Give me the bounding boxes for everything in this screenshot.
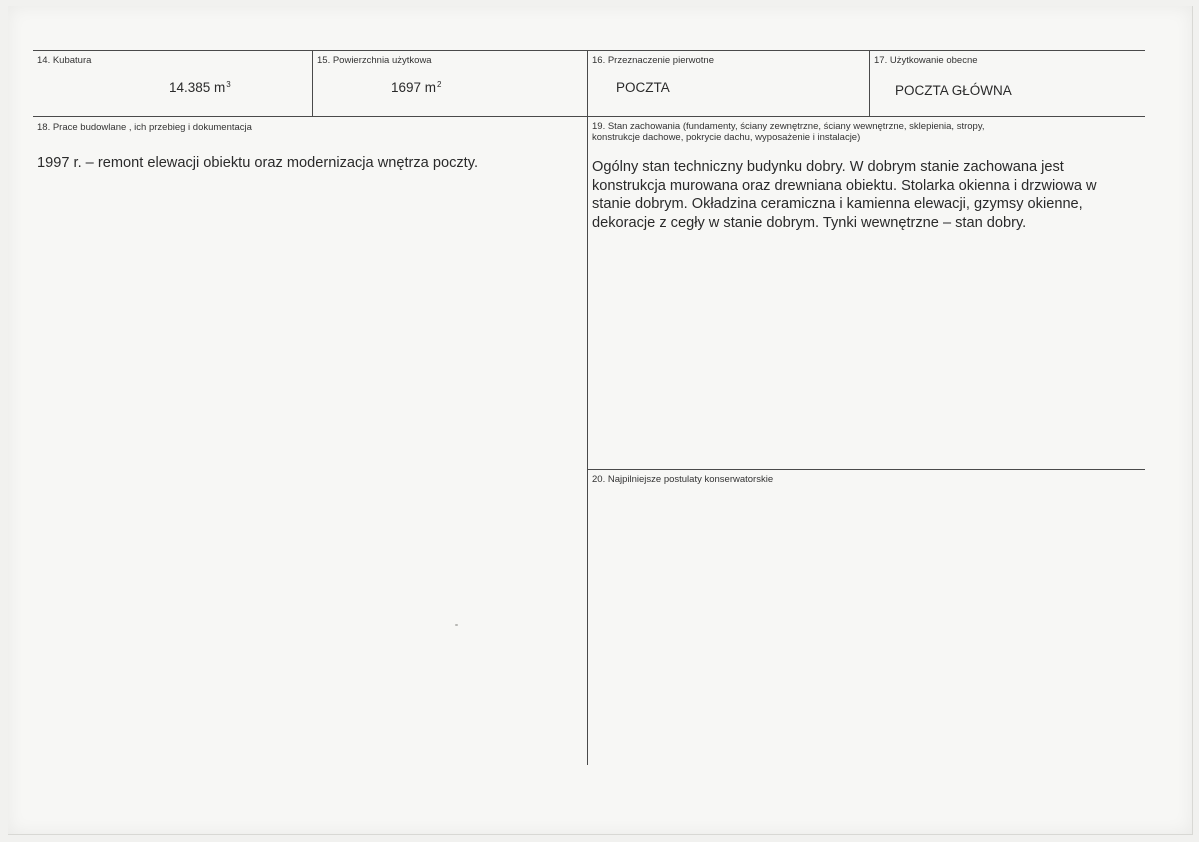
row1-bottom-rule	[33, 116, 1145, 117]
field-17-label: 17. Użytkowanie obecne	[874, 55, 978, 66]
field-19-label-line-1: 19. Stan zachowania (fundamenty, ściany zewnętrzne, ściany wewnętrzne, sklepienia, stropy,	[592, 121, 985, 132]
field-15-label: 15. Powierzchnia użytkowa	[317, 55, 432, 66]
field-19-label-line-2: konstrukcje dachowe, pokrycie dachu, wyposażenie i instalacje)	[592, 132, 861, 143]
field-14-value	[169, 80, 231, 95]
field-19-text-line: dekoracje z cegły w stanie dobrym. Tynki wewnętrzne – stan dobry.	[592, 214, 1027, 231]
field-19-text-line: konstrukcja murowana oraz drewniana obiektu. Stolarka okienna i drzwiowa w	[592, 177, 1097, 194]
row1-divider-1	[312, 50, 313, 117]
field-14-label: 14. Kubatura	[37, 55, 92, 66]
field-19-text-line: stanie dobrym. Okładzina ceramiczna i kamienna elewacji, gzymsy okienne,	[592, 196, 1083, 212]
scan-speck	[455, 624, 458, 626]
center-divider	[587, 50, 588, 765]
field-15-value-text: 1697 m	[391, 80, 437, 95]
field-19-text	[592, 158, 1097, 232]
section-19-20-divider	[587, 469, 1145, 470]
row1-divider-3	[869, 50, 870, 117]
field-19-text-line: Ogólny stan techniczny budynku dobry. W dobrym stanie zachowana jest	[592, 159, 1064, 175]
field-14-unit-exponent: 3	[226, 79, 231, 89]
top-rule	[33, 50, 1145, 51]
field-17-value: POCZTA GŁÓWNA	[895, 83, 1012, 98]
field-18-text: 1997 r. – remont elewacji obiektu oraz modernizacja wnętrza poczty.	[37, 155, 479, 171]
field-16-label: 16. Przeznaczenie pierwotne	[592, 55, 714, 66]
field-20-label: 20. Najpilniejsze postulaty konserwatorskie	[592, 474, 774, 485]
field-14-value-text: 14.385 m	[169, 80, 226, 95]
field-15-unit-exponent: 2	[437, 79, 442, 89]
field-18-label: 18. Prace budowlane , ich przebieg i dokumentacja	[37, 122, 252, 133]
field-15-value	[391, 80, 441, 95]
field-16-value: POCZTA	[616, 80, 670, 95]
